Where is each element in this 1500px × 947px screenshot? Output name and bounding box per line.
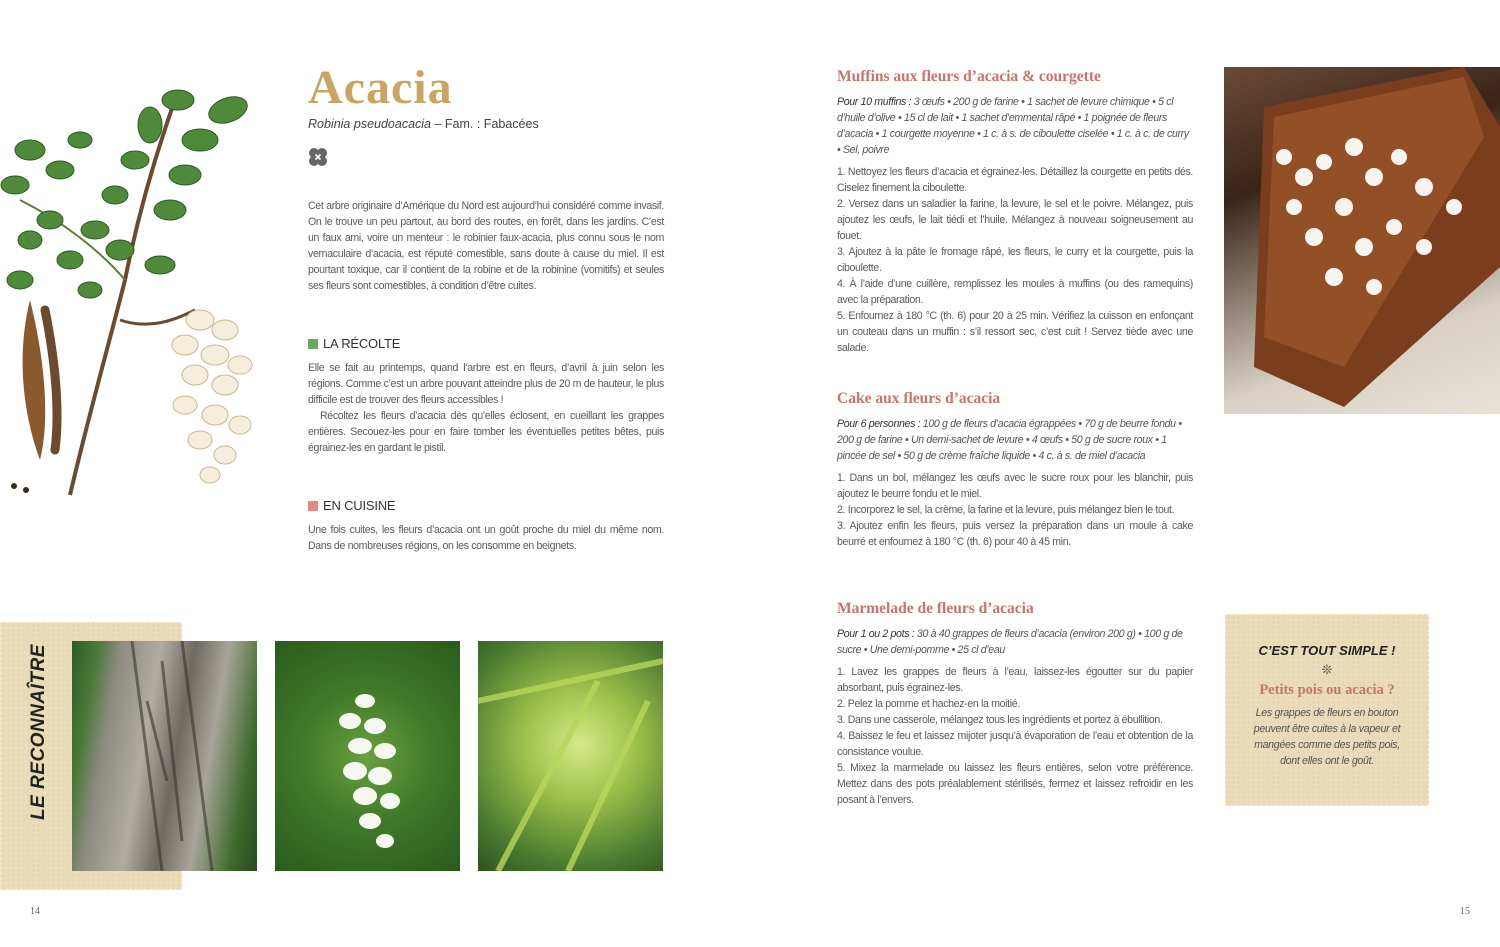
section-heading-harvest <box>308 336 664 351</box>
family-name: – Fam. : Fabacées <box>431 117 539 131</box>
harvest-heading: LA RÉCOLTE <box>323 336 401 351</box>
servings: Pour 10 muffins : <box>837 96 912 108</box>
recipe-step: 1. Nettoyez les fleurs d’acacia et égrainez-les. Détaillez la courgette en petits dés. Ciselez finement la ciboulette. <box>837 166 1193 194</box>
pink-square-icon <box>308 501 318 511</box>
recipe-muffins <box>837 68 1193 356</box>
recognize-label: LE RECONNAÎTRE <box>28 644 49 820</box>
page-number-right: 15 <box>1460 906 1470 917</box>
green-square-icon <box>308 339 318 349</box>
recipe-title: Muffins aux fleurs d’acacia & courgette <box>837 68 1101 85</box>
latin-name: Robinia pseudoacacia <box>308 117 432 131</box>
recipe-step: 4. À l’aide d’une cuillère, remplissez les moules à muffins (ou des ramequins) avec la préparation. <box>837 278 1193 306</box>
recipe-step: 2. Versez dans un saladier la farine, la levure, le sel et le poivre. Mélangez, puis ajoutez les œufs, le lait tiédi et l’huile. Mélangez à nouveau soigneusement au fouet. <box>837 198 1193 242</box>
recipe-ingredients <box>837 626 1193 658</box>
page-title: Acacia <box>308 61 453 114</box>
scientific-name <box>308 117 664 131</box>
ingredients-list: 100 g de fleurs d’acacia égrappées • 70 g de beurre fondu • 200 g de farine • Un demi-sachet de levure • 4 œufs • 50 g de sucre roux • 1 pincée de sel • 50 g de crème fraîche liquide • 4 c. à s. de miel d’acacia <box>837 418 1182 462</box>
bark-photo <box>72 641 257 871</box>
tip-box <box>1225 614 1429 806</box>
flower-cluster-photo <box>275 641 460 871</box>
page-number-left: 14 <box>30 906 40 917</box>
cake-photo <box>1224 67 1500 414</box>
asterisk-ornament-icon: ❊ <box>1321 662 1333 677</box>
tip-kicker: C’EST TOUT SIMPLE ! <box>1258 643 1396 658</box>
recipe-step: 2. Pelez la pomme et hachez-en la moitié. <box>837 698 1020 710</box>
acacia-botanical-illustration <box>0 80 270 500</box>
recipe-step: 4. Baissez le feu et laissez mijoter jusqu’à évaporation de l’eau et obtention de la consistance voulue. <box>837 730 1193 758</box>
servings: Pour 1 ou 2 pots : <box>837 628 915 640</box>
recipe-step: 3. Dans une casserole, mélangez tous les ingrédients et portez à ébullition. <box>837 714 1163 726</box>
recipe-step: 3. Ajoutez à la pâte le fromage râpé, les fleurs, le curry et la courgette, puis la ciboulette. <box>837 246 1193 274</box>
recipe-step: 2. Incorporez le sel, la crème, la farine et la levure, puis mélangez bien le tout. <box>837 504 1175 516</box>
recipe-ingredients <box>837 94 1193 158</box>
recipe-step: 5. Enfournez à 180 °C (th. 6) pour 20 à 25 min. Vérifiez la cuisson en enfonçant un couteau dans un muffin : s’il ressort sec, c’est cuit ! Servez tiède avec une salade. <box>837 310 1193 354</box>
harvest-text-1: Elle se fait au printemps, quand l’arbre est en fleurs, d’avril à juin selon les régions. Comme c’est un arbre pouvant atteindre plus de 20 m de hauteur, le plus difficile est de trouver des fleurs accessibles ! <box>308 362 664 406</box>
recipe-cake <box>837 390 1193 550</box>
leaves-photo <box>478 641 663 871</box>
recipe-step: 5. Mixez la marmelade ou laissez les fleurs entières, selon votre préférence. Mettez dans des pots préalablement stérilisés, fermez et laissez refroidir en les posant à l’envers. <box>837 762 1193 806</box>
recipe-marmalade <box>837 600 1193 808</box>
section-heading-cooking <box>308 498 664 513</box>
tip-text: Les grappes de fleurs en bouton peuvent être cuites à la vapeur et mangées comme des petits pois, dont elles ont le goût. <box>1253 707 1401 767</box>
recipe-step: 3. Ajoutez enfin les fleurs, puis versez la préparation dans un moule à cake beurré et enfournez à 180 °C (th. 6) pour 40 à 45 min. <box>837 520 1193 548</box>
recipe-title: Cake aux fleurs d’acacia <box>837 390 1001 407</box>
recipe-title: Marmelade de fleurs d’acacia <box>837 600 1034 617</box>
recipe-step: 1. Dans un bol, mélangez les œufs avec le sucre roux pour les blanchir, puis ajoutez le beurre fondu et le miel. <box>837 472 1193 500</box>
harvest-text-2: Récoltez les fleurs d’acacia dès qu’elles éclosent, en cueillant les grappes entières. Secouez-les pour en faire tomber les éventuelles petites bêtes, puis égrainez-les en gardant le pistil. <box>308 410 664 454</box>
recipe-ingredients <box>837 416 1193 464</box>
cooking-heading: EN CUISINE <box>323 498 396 513</box>
toxic-flower-icon <box>308 147 328 167</box>
servings: Pour 6 personnes : <box>837 418 921 430</box>
intro-text: Cet arbre originaire d’Amérique du Nord est aujourd’hui considéré comme invasif. On le trouve un peu partout, au bord des routes, en forêt, dans les jardins. C’est un faux ami, voire un menteur : le robinier faux-acacia, plus connu sous le nom vernaculaire d’acacia, est réputé comestible, sans doute à cause du miel. Il est pourtant toxique, car il contient de la robine et de la robinine (vomitifs) et seules ses fleurs sont comestibles, à condition d’être cuites. <box>308 200 664 292</box>
cooking-text: Une fois cuites, les fleurs d’acacia ont un goût proche du miel du même nom. Dans de nombreuses régions, on les consomme en beignets. <box>308 524 664 552</box>
recipe-step: 1. Lavez les grappes de fleurs à l’eau, laissez-les égoutter sur du papier absorbant, puis égrainez-les. <box>837 666 1193 694</box>
left-text-column <box>308 60 664 554</box>
tip-title: Petits pois ou acacia ? <box>1259 682 1395 698</box>
ingredients-list: 3 œufs • 200 g de farine • 1 sachet de levure chimique • 5 cl d’huile d’olive • 15 cl de lait • 1 sachet d’emmental râpé • 1 poignée de fleurs d’acacia • 1 courgette moyenne • 1 c. à s. de ciboulette ciselée • 1 c. à c. de curry • Sel, poivre <box>837 96 1189 156</box>
ingredients-list: 30 à 40 grappes de fleurs d’acacia (environ 200 g) • 100 g de sucre • Une demi-pomme • 25 cl d’eau <box>837 628 1183 656</box>
